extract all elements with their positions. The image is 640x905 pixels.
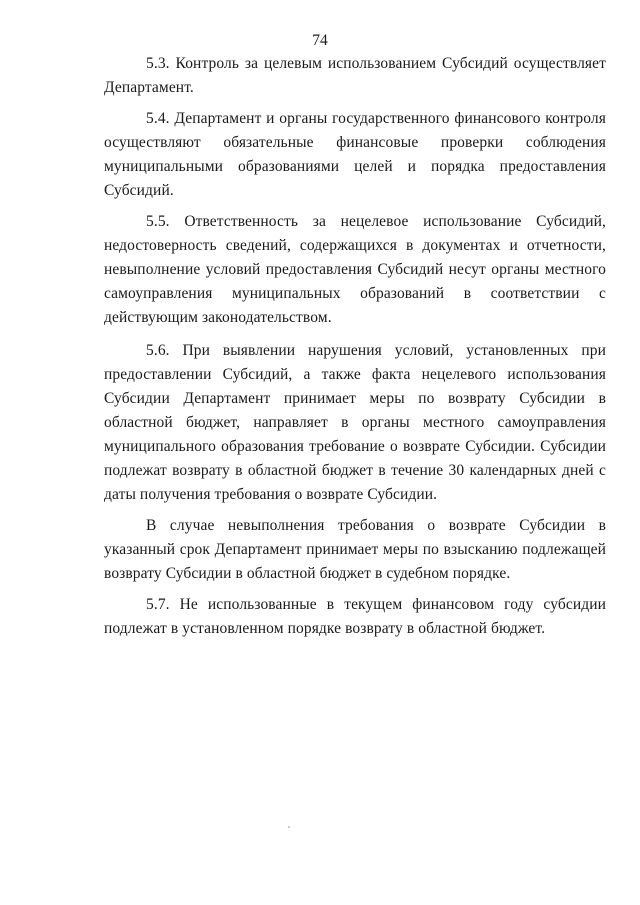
paragraph-5-7: 5.7. Не использованные в текущем финансовом году субсидии подлежат в установленном порядке возврату в областной бюджет. bbox=[104, 596, 606, 637]
paragraph-5-4: 5.4. Департамент и органы государственного финансового контроля осуществляют обязательные финансовые проверки соблюдения муниципальными образованиями целей и порядка предоставления Субсидий. bbox=[104, 110, 606, 199]
document-body bbox=[104, 52, 606, 641]
paragraph-5-3: 5.3. Контроль за целевым использованием Субсидий осуществляет Департамент. bbox=[104, 55, 606, 96]
page-number: 74 bbox=[312, 32, 328, 49]
paragraph-5-5: 5.5. Ответственность за нецелевое использование Субсидий, недостоверность сведений, содержащихся в документах и отчетности, невыполнение условий предоставления Субсидий несут органы местного самоуправления муниципальных образований в соответствии с действующим законодательством. bbox=[104, 213, 606, 326]
scan-speck bbox=[288, 826, 290, 828]
paragraph-refund-enforcement: В случае невыполнения требования о возврате Субсидии в указанный срок Департамент принимает меры по взысканию подлежащей возврату Субсидии в областной бюджет в судебном порядке. bbox=[104, 517, 606, 582]
paragraph-5-6: 5.6. При выявлении нарушения условий, установленных при предоставлении Субсидий, а также факта нецелевого использования Субсидии Департамент принимает меры по возврату Субсидии в областной бюджет, направляет в органы местного самоуправления муниципального образования требование о возврате Субсидии. Субсидии подлежат возврату в областной бюджет в течение 30 календарных дней с даты получения требования о возврате Субсидии. bbox=[104, 342, 606, 503]
